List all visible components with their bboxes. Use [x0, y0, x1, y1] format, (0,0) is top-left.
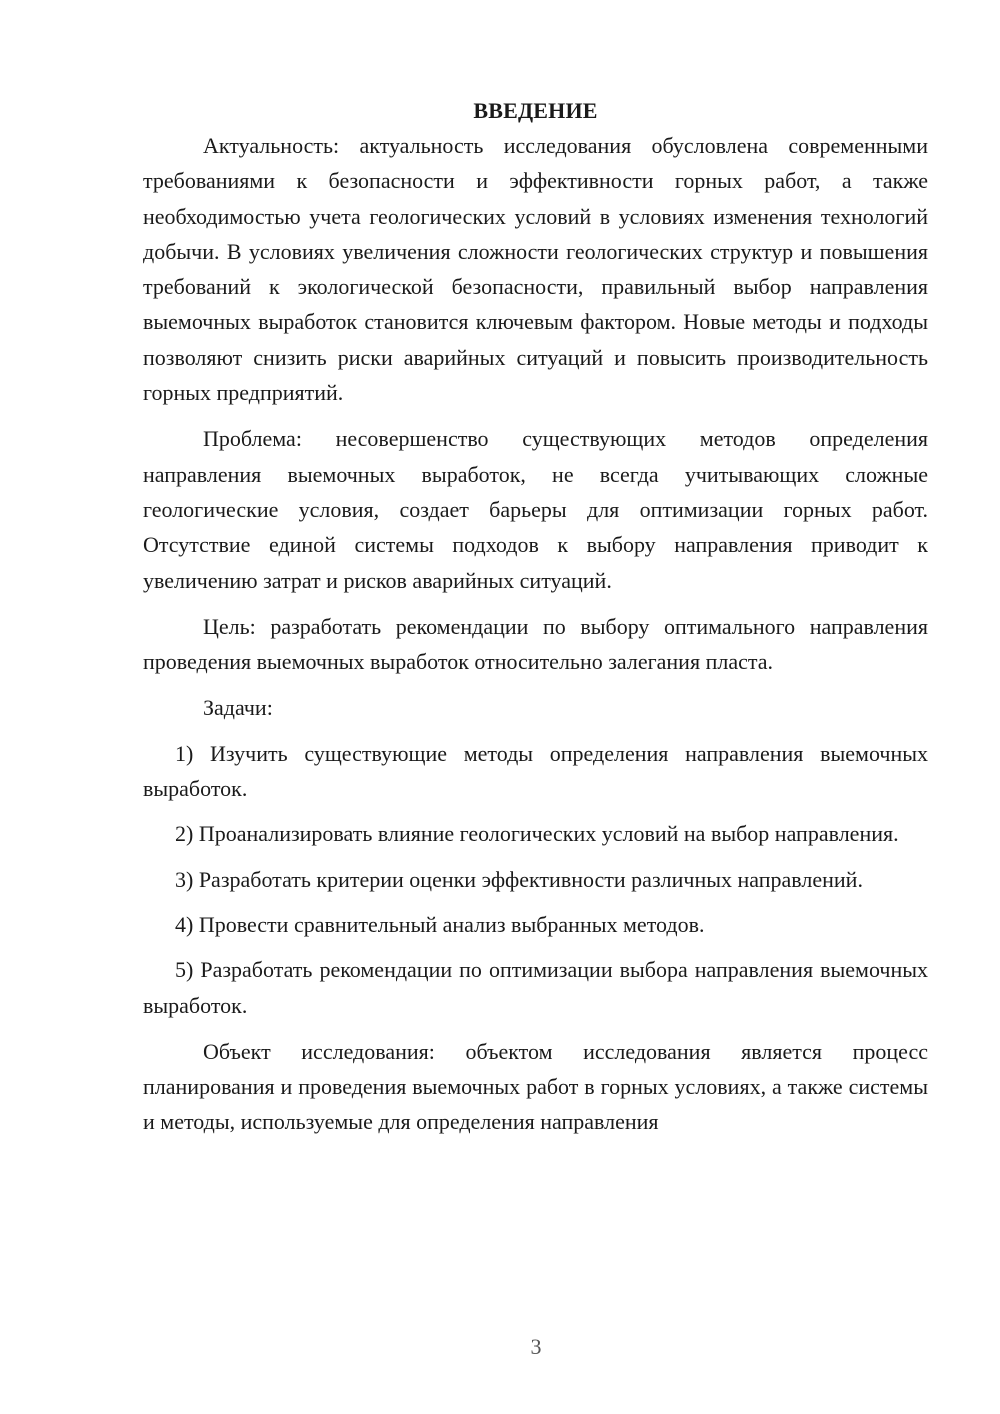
task-item-4: 4) Провести сравнительный анализ выбранных методов.	[175, 911, 705, 937]
relevance-paragraph: Актуальность: актуальность исследования обусловлена современными требованиями к безопасности и эффективности горных работ, а также необходимостью учета геологических условий в условиях изменения технологий добычи. В условиях увеличения сложности геологических структур и повышения требований к экологической безопасности, правильный выбор направления выемочных выработок становится ключевым фактором. Новые методы и подходы позволяют снизить риски аварийных ситуаций и повысить производительность горных предприятий.	[143, 133, 928, 406]
document-page	[143, 93, 928, 1140]
section-heading: ВВЕДЕНИЕ	[473, 98, 598, 123]
task-item-2: 2) Проанализировать влияние геологических условий на выбор направления.	[175, 821, 899, 847]
task-item-5: 5) Разработать рекомендации по оптимизации выбора направления выемочных выработок.	[143, 957, 928, 1018]
task-item-3: 3) Разработать критерии оценки эффективности различных направлений.	[175, 866, 863, 892]
object-paragraph: Объект исследования: объектом исследования является процесс планирования и проведения выемочных работ в горных условиях, а также системы и методы, используемые для определения направления	[143, 1038, 928, 1135]
task-item-1: 1) Изучить существующие методы определения направления выемочных выработок.	[143, 740, 928, 802]
goal-paragraph: Цель: разработать рекомендации по выбору оптимального направления проведения выемочных выработок относительно залегания пласта.	[143, 613, 928, 675]
problem-paragraph: Проблема: несовершенство существующих методов определения направления выемочных выработок, не всегда учитывающих сложные геологические условия, создает барьеры для оптимизации горных работ. Отсутствие единой системы подходов к выбору направления приводит к увеличению затрат и рисков аварийных ситуаций.	[143, 426, 928, 593]
page-number: 3	[530, 1334, 542, 1359]
tasks-label: Задачи:	[203, 695, 273, 721]
